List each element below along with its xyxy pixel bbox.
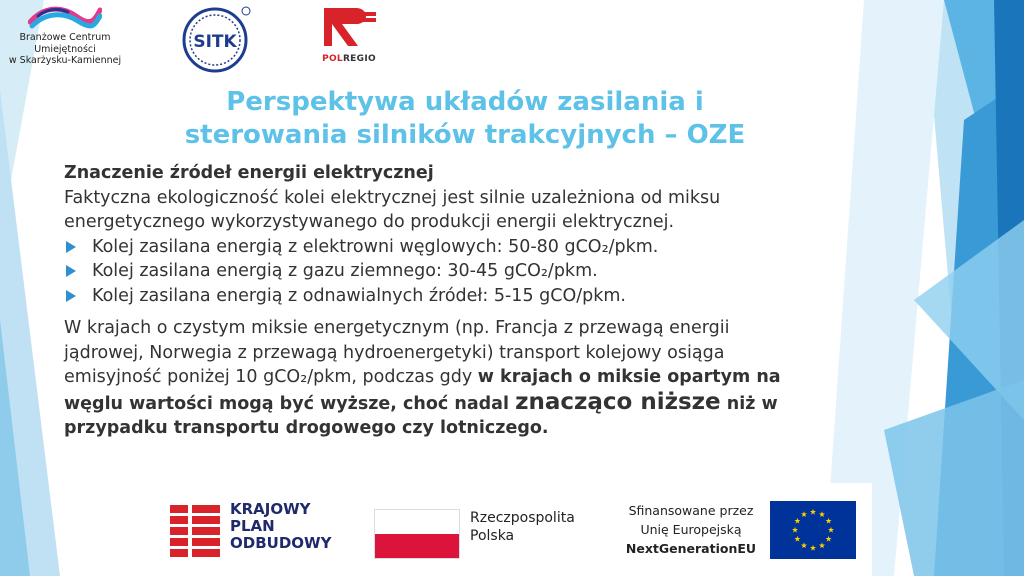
bullet-text: Kolej zasilana energią z odnawialnych źródeł: 5-15 gCO/pkm. xyxy=(92,285,626,306)
eu-flag-icon xyxy=(770,501,856,559)
bcu-line2: Umiejętności xyxy=(34,43,96,55)
bcu-wave-icon xyxy=(28,2,102,30)
polregio-regio: REGIO xyxy=(342,54,376,64)
bcu-logo xyxy=(6,2,124,67)
slide-title xyxy=(70,86,860,152)
summary-plain-text: W krajach o czystym miksie energetycznym (np. Francja z przewagą energii jądrowej, Norwegia z przewagą hydroenergetyki) transport kolejowy osiąga emisyjność poniżej 10 gCO₂/pkm, podczas gdy xyxy=(64,318,730,387)
kpo-line1: KRAJOWY xyxy=(230,500,311,518)
bullet-list xyxy=(64,235,814,309)
bullet-arrow-icon xyxy=(66,290,76,302)
summary-bold-text: w krajach o miksie opartym na węglu wartości mogą być wyższe, choć nadal xyxy=(64,367,781,414)
bullet-item xyxy=(64,284,814,309)
slide-content xyxy=(64,161,814,441)
bullet-arrow-icon xyxy=(66,265,76,277)
title-line1: Perspektywa układów zasilania i xyxy=(226,87,704,117)
kpo-line2: PLAN xyxy=(230,517,275,535)
kpo-logo-text xyxy=(230,501,331,552)
eu-line2: Unię Europejską xyxy=(640,522,742,537)
bullet-text: Kolej zasilana energią z elektrowni węglowych: 50-80 gCO₂/pkm. xyxy=(92,236,659,257)
sitk-logo xyxy=(180,4,254,74)
bullet-arrow-icon xyxy=(66,241,76,253)
intro-paragraph: Faktyczna ekologiczność kolei elektrycznej jest silnie uzależniona od miksu energetycznego wykorzystywanego do produkcji energii elektrycznej. xyxy=(64,187,721,232)
polregio-mark-icon xyxy=(318,4,380,48)
bullet-item xyxy=(64,259,814,284)
pl-line2: Polska xyxy=(470,528,515,544)
left-decoration xyxy=(0,0,60,576)
polregio-pol: POL xyxy=(322,54,343,64)
summary-bold-ending: niż w przypadku transportu drogowego czy lotniczego. xyxy=(64,393,778,438)
bullet-text: Kolej zasilana energią z gazu ziemnego: 30-45 gCO₂/pkm. xyxy=(92,261,598,281)
sitk-text: SITK xyxy=(193,32,237,52)
eu-line3: NextGenerationEU xyxy=(625,541,757,556)
section-heading: Znaczenie źródeł energii elektrycznej xyxy=(64,163,434,183)
bcu-line3: w Skarżysku-Kamiennej xyxy=(8,55,122,66)
eu-funding-text xyxy=(616,501,766,558)
pl-line1: Rzeczpospolita xyxy=(470,510,575,526)
bcu-line1: Branżowe Centrum xyxy=(19,32,111,43)
kpo-mark-icon xyxy=(170,505,220,557)
summary-paragraph xyxy=(64,316,814,441)
title-line2: sterowania silników trakcyjnych – OZE xyxy=(184,120,746,150)
kpo-line3: ODBUDOWY xyxy=(230,534,332,552)
polregio-logo xyxy=(314,4,384,64)
poland-flag xyxy=(374,509,460,559)
eu-line1: Sfinansowane przez xyxy=(628,503,754,518)
funding-footer xyxy=(148,483,872,576)
bullet-item xyxy=(64,235,814,260)
poland-logo-text xyxy=(470,509,575,545)
summary-emphasis-text: znacząco niższe xyxy=(515,388,721,415)
